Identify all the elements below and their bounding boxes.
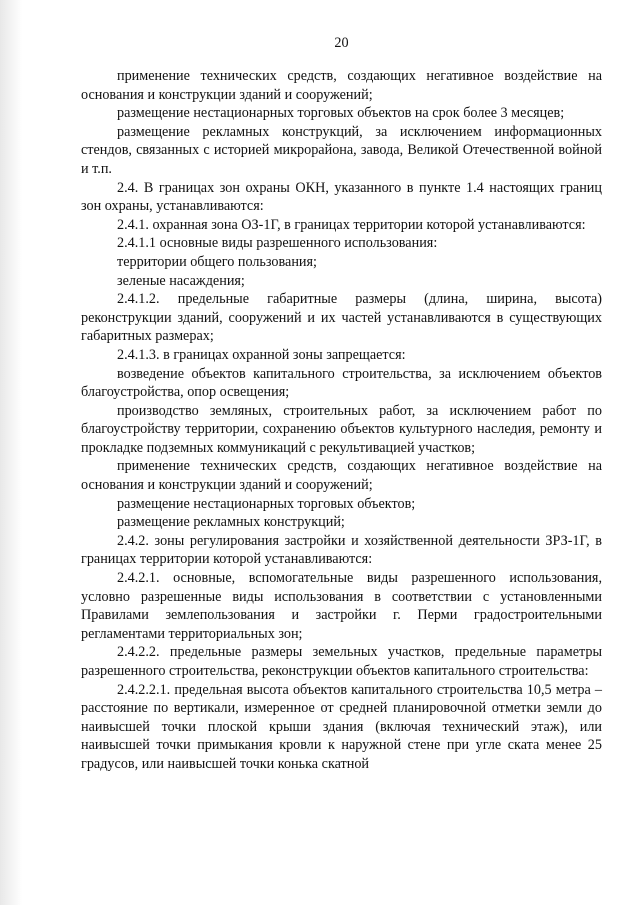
paragraph-10: 2.4.1.3. в границах охранной зоны запрещается: [117, 346, 406, 363]
paragraph-11: возведение объектов капитального строительства, за исключением объектов благоустройства, опор освещения; [81, 365, 602, 401]
paragraph-13: применение технических средств, создающих негативное воздействие на основания и конструкции зданий и сооружений; [81, 458, 602, 494]
paragraph-8: зеленые насаждения; [117, 272, 245, 289]
paragraph-18: 2.4.2.2. предельные размеры земельных участков, предельные параметры разрешенного строительства, реконструкции объектов капитального строительства: [81, 644, 602, 679]
paragraph-3: размещение рекламных конструкций, за исключением информационных стендов, связанных с историей микрорайона, завода, Великой Отечественной войной и т.п. [81, 123, 602, 177]
paragraph-17: 2.4.2.1. основные, вспомогательные виды разрешенного использования, условно разрешенные виды использования в соответствии с установленными Правилами землепользования и застройки г. Перми градостроительными регламентами территориальных зон; [81, 570, 602, 642]
paragraph-6: 2.4.1.1 основные виды разрешенного использования: [117, 235, 438, 252]
paragraph-12: производство земляных, строительных работ, за исключением работ по благоустройству территории, сохранению объектов культурного наследия, ремонту и прокладке подземных коммуникаций с рекультивацией участков; [81, 402, 602, 456]
paragraph-9: 2.4.1.2. предельные габаритные размеры (длина, ширина, высота) реконструкции зданий, сооружений и их частей устанавливаются в существующих габаритных размерах; [81, 291, 602, 345]
paragraph-19: 2.4.2.2.1. предельная высота объектов капитального строительства 10,5 метра – расстояние по вертикали, измеренное от средней планировочной отметки земли до наивысшей точки плоской крыши здания (включая технический этаж), или наивысшей точки примыкания кровли к наружной стене при угле ската менее 25 градусов, или наивысшей точки конька скатной [81, 681, 602, 772]
paragraph-7: территории общего пользования; [117, 253, 317, 270]
scan-edge-shadow [0, 0, 22, 905]
paragraph-14: размещение нестационарных торговых объектов; [117, 495, 416, 512]
paragraph-1: применение технических средств, создающих негативное воздействие на основания и конструкции зданий и сооружений; [81, 68, 602, 103]
paragraph-15: размещение рекламных конструкций; [117, 514, 345, 531]
paragraph-2: размещение нестационарных торговых объектов на срок более 3 месяцев; [117, 105, 565, 122]
paragraph-4: 2.4. В границах зон охраны ОКН, указанного в пункте 1.4 настоящих границ зон охраны, устанавливаются: [81, 179, 602, 215]
paragraph-16: 2.4.2. зоны регулирования застройки и хозяйственной деятельности ЗРЗ-1Г, в границах территории которой устанавливаются: [81, 532, 602, 568]
paragraph-5: 2.4.1. охранная зона ОЗ-1Г, в границах территории которой устанавливаются: [117, 216, 586, 233]
page-number: 20 [334, 35, 349, 51]
